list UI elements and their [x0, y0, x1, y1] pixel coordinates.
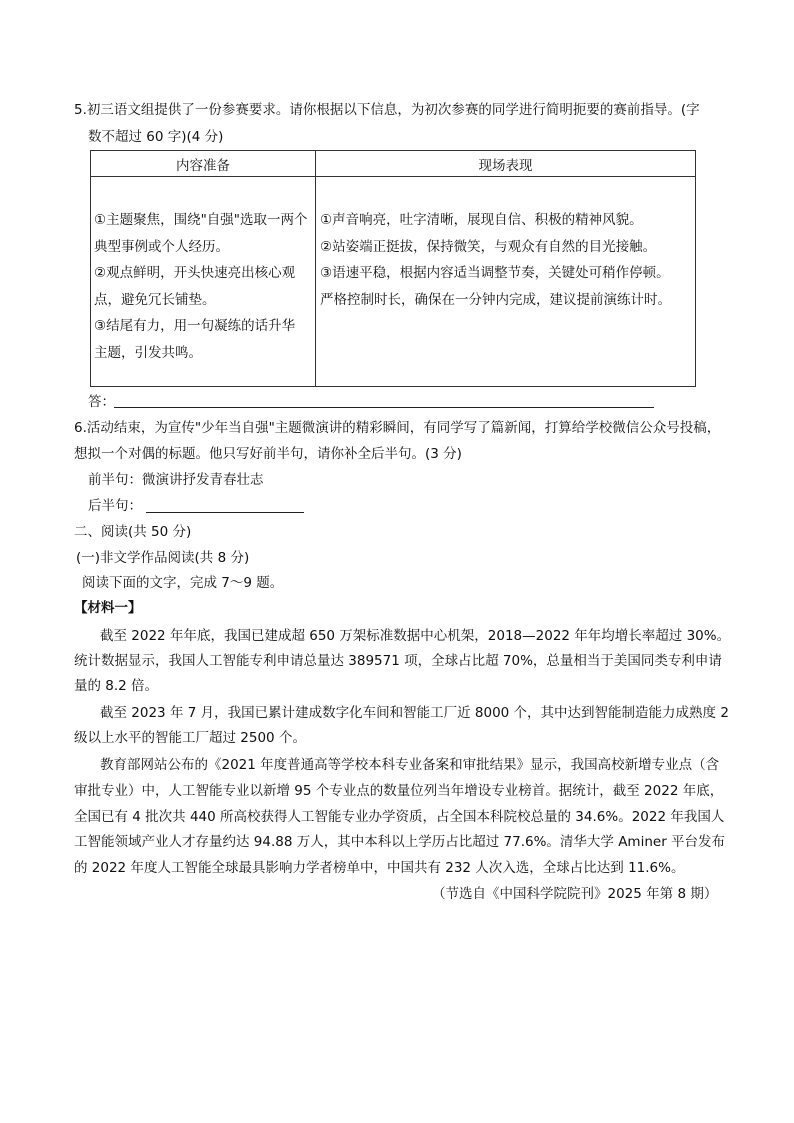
content-prep-line: ③结尾有力，用一句凝练的话升华 — [94, 318, 296, 334]
content-prep-line: 主题，引发共鸣。 — [94, 344, 202, 361]
paragraph-line: 截至 2023 年 7 月，我国已累计建成数字化车间和智能工厂近 8000 个，其中达到智能制造能力成熟度 2 — [100, 705, 729, 721]
reading-instruction: 阅读下面的文字，完成 7～9 题。 — [82, 575, 284, 591]
table-header-content-prep: 内容准备 — [91, 151, 316, 177]
q6-prompt-line2: 想拟一个对偶的标题。他只写好前半句，请你补全后半句。(3 分) — [74, 446, 462, 462]
q6-first-half: 前半句：微演讲抒发青春壮志 — [88, 472, 264, 488]
q5-answer-line[interactable] — [114, 407, 654, 408]
paragraph-line: 教育部网站公布的《2021 年度普通高等学校本科专业备案和审批结果》显示，我国高校新增专业点（含 — [100, 757, 720, 773]
q5-prompt-line1: 5.初三语文组提供了一份参赛要求。请你根据以下信息，为初次参赛的同学进行简明扼要的赛前指导。(字 — [74, 102, 700, 118]
paragraph-line: 的 2022 年度人工智能全球最具影响力学者榜单中，中国共有 232 人次入选，全球占比达到 11.6%。 — [74, 860, 685, 876]
content-prep-line: 典型事例或个人经历。 — [94, 238, 229, 255]
subsection-title: (一)非文学作品阅读(共 8 分) — [76, 550, 250, 566]
material-label: 【材料一】 — [74, 600, 142, 616]
requirements-table — [90, 150, 696, 387]
content-prep-line: ①主题聚焦，围绕"自强"选取一两个 — [94, 212, 308, 228]
q6-prompt-line1: 6.活动结束，为宣传"少年当自强"主题微演讲的精彩瞬间，有同学写了篇新闻，打算给学校微信公众号投稿， — [74, 420, 721, 436]
table-header-performance: 现场表现 — [316, 151, 696, 177]
section-title: 二、阅读(共 50 分) — [74, 524, 192, 540]
paragraph-line: 量的 8.2 倍。 — [74, 678, 159, 694]
paragraph-line: 级以上水平的智能工厂超过 2500 个。 — [74, 730, 306, 746]
content-prep-cell — [91, 177, 316, 387]
content-prep-line: 点，避免冗长铺垫。 — [94, 291, 216, 308]
q5-answer-label: 答： — [88, 394, 115, 410]
paragraph-line: 工智能领域产业人才存量约达 94.88 万人，其中本科以上学历占比超过 77.6%。清华大学 Aminer 平台发布 — [74, 834, 726, 850]
performance-line: ②站姿端正挺拔，保持微笑，与观众有自然的目光接触。 — [320, 238, 657, 255]
paragraph-line: 截至 2022 年年底，我国已建成超 650 万架标准数据中心机架，2018—2022 年年均增长率超过 30%。 — [100, 628, 731, 644]
q6-answer-line[interactable] — [146, 512, 304, 513]
paragraph-line: 全国已有 4 批次共 440 所高校获得人工智能专业办学资质，占全国本科院校总量的 34.6%。2022 年我国人 — [74, 809, 725, 825]
source-citation: （节选自《中国科学院院刊》2025 年第 8 期） — [432, 886, 718, 902]
paragraph-line: 统计数据显示，我国人工智能专利申请总量达 389571 项，全球占比超 70%，总量相当于美国同类专利申请 — [74, 653, 722, 669]
q5-prompt-line2: 数不超过 60 字)(4 分) — [88, 129, 224, 145]
q6-second-half-label: 后半句： — [88, 498, 142, 514]
content-prep-line: ②观点鲜明，开头快速亮出核心观 — [94, 265, 296, 281]
performance-line: ③语速平稳，根据内容适当调整节奏，关键处可稍作停顿。 — [320, 265, 670, 281]
performance-line: 严格控制时长，确保在一分钟内完成，建议提前演练计时。 — [320, 291, 671, 308]
paragraph-line: 审批专业）中，人工智能专业以新增 95 个专业点的数量位列当年增设专业榜首。据统计，截至 2022 年底， — [74, 783, 724, 799]
performance-line: ①声音响亮，吐字清晰，展现自信、积极的精神风貌。 — [320, 212, 643, 228]
performance-cell — [316, 177, 696, 387]
